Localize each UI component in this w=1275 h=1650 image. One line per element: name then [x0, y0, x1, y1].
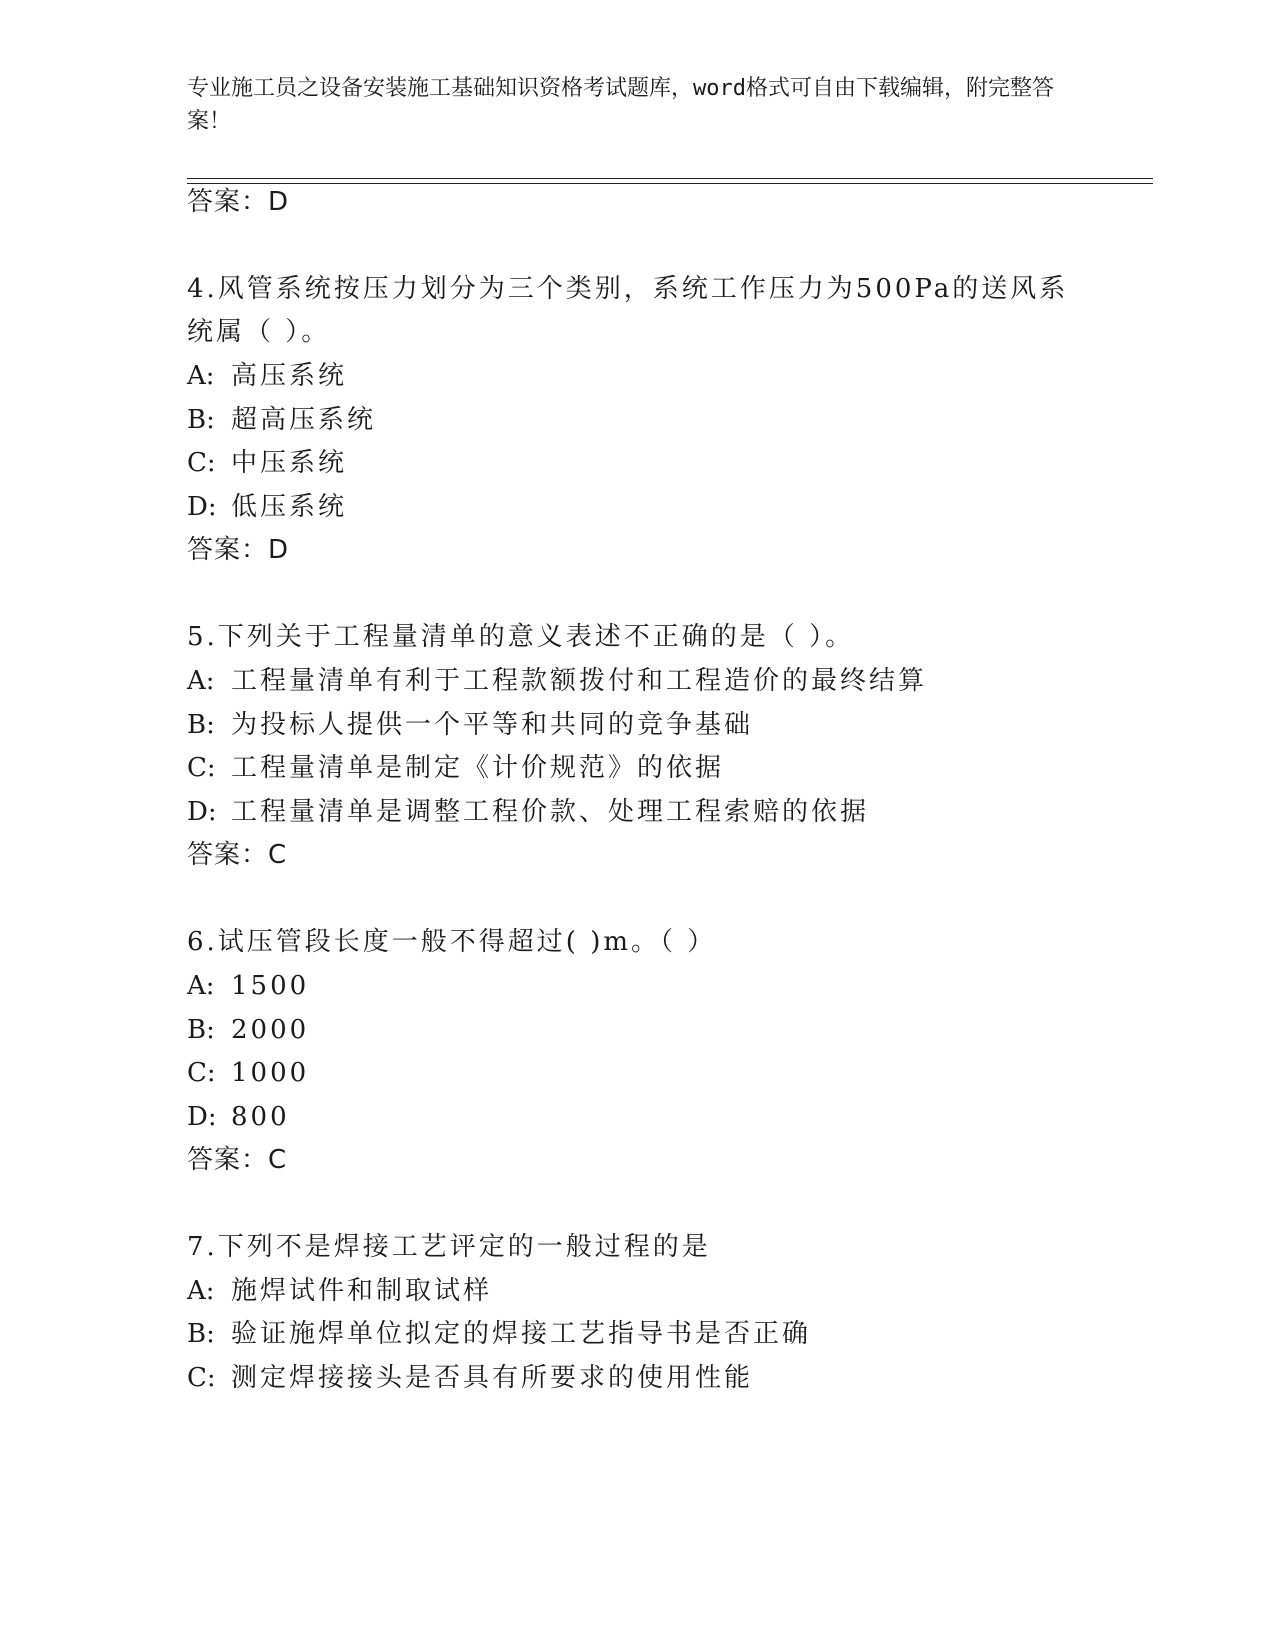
question-6-option-c: [187, 1057, 309, 1089]
option-letter: B:: [187, 1015, 215, 1045]
question-6-option-a: [187, 970, 309, 1002]
option-letter: A:: [187, 1276, 215, 1306]
question-4-option-c: [187, 447, 347, 479]
option-text: 工程量清单是调整工程价款、处理工程索赔的依据: [231, 797, 870, 827]
option-text: 2000: [231, 1015, 310, 1045]
question-5-option-b: [187, 709, 753, 741]
option-letter: B:: [187, 710, 215, 740]
option-text: 高压系统: [231, 361, 348, 391]
question-5-option-c: [187, 752, 724, 784]
option-letter: C:: [187, 1058, 216, 1088]
option-text: 验证施焊单位拟定的焊接工艺指导书是否正确: [231, 1319, 812, 1349]
question-4-stem-line1: 4.风管系统按压力划分为三个类别，系统工作压力为500Pa的送风系: [187, 274, 1069, 304]
option-letter: A:: [187, 361, 215, 391]
question-6-stem: 6.试压管段长度一般不得超过( )m。（ ）: [187, 927, 717, 957]
option-text: 工程量清单有利于工程款额拨付和工程造价的最终结算: [231, 666, 928, 696]
option-text: 1000: [231, 1058, 310, 1088]
question-7-option-c: [187, 1362, 753, 1394]
option-letter: C:: [187, 1363, 216, 1393]
option-text: 工程量清单是制定《计价规范》的依据: [231, 753, 725, 783]
option-letter: C:: [187, 448, 216, 478]
option-text: 超高压系统: [231, 405, 377, 435]
question-7-option-a: [187, 1275, 492, 1307]
option-letter: A:: [187, 666, 215, 696]
question-4-option-a: [187, 360, 347, 392]
option-text: 中压系统: [231, 448, 348, 478]
question-4-option-d: [187, 491, 347, 523]
option-letter: A:: [187, 971, 215, 1001]
option-text: 800: [231, 1102, 290, 1132]
question-4-stem-line2: 统属（ ）。: [187, 317, 331, 347]
option-text: 1500: [231, 971, 310, 1001]
document-header: 专业施工员之设备安装施工基础知识资格考试题库，word格式可自由下载编辑，附完整答案！: [187, 76, 1054, 134]
option-text: 施焊试件和制取试样: [231, 1276, 493, 1306]
header-divider-bottom: [187, 183, 1153, 184]
question-5-stem: 5.下列关于工程量清单的意义表述不正确的是（ ）。: [187, 622, 855, 652]
question-6-answer: 答案：C: [187, 1145, 288, 1175]
option-letter: B:: [187, 405, 215, 435]
question-5-option-d: [187, 796, 869, 828]
option-text: 为投标人提供一个平等和共同的竞争基础: [231, 710, 754, 740]
option-text: 测定焊接接头是否具有所要求的使用性能: [231, 1363, 754, 1393]
option-letter: D:: [187, 492, 217, 522]
question-7-stem: 7.下列不是焊接工艺评定的一般过程的是: [187, 1232, 711, 1262]
option-letter: B:: [187, 1319, 215, 1349]
question-7-option-b: [187, 1318, 811, 1350]
option-text: 低压系统: [231, 492, 348, 522]
question-5-option-a: [187, 665, 927, 697]
option-letter: D:: [187, 797, 217, 827]
question-4-option-b: [187, 404, 376, 436]
question-5-answer: 答案：C: [187, 840, 288, 870]
header-divider-top: [187, 178, 1153, 179]
answer-prev: 答案：D: [187, 187, 290, 217]
option-letter: D:: [187, 1102, 217, 1132]
question-6-option-d: [187, 1101, 290, 1133]
question-6-option-b: [187, 1014, 309, 1046]
question-4-answer: 答案：D: [187, 535, 290, 565]
option-letter: C:: [187, 753, 216, 783]
